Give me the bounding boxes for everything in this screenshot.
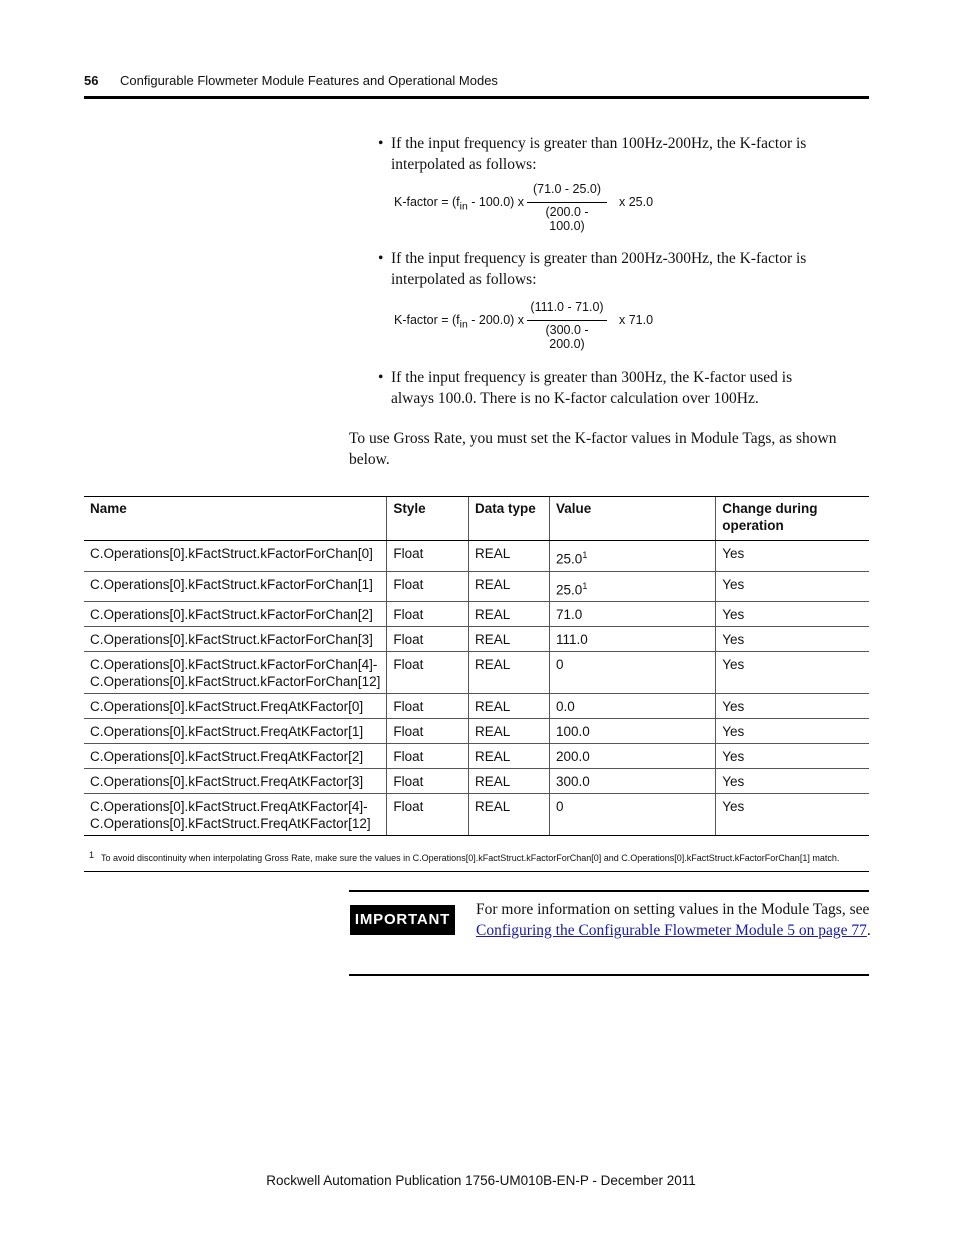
table-row <box>84 769 869 794</box>
bullet-dot: • <box>378 135 384 152</box>
cell-value: 111.0 <box>550 627 716 652</box>
cell-data-type: REAL <box>469 719 550 744</box>
cell-style: Float <box>387 769 469 794</box>
cell-change: Yes <box>716 769 869 794</box>
fraction-bar <box>527 202 607 203</box>
cell-style: Float <box>387 652 469 694</box>
formula-rhs: x 25.0 <box>619 195 654 209</box>
formula-numerator: (111.0 - 71.0) <box>530 300 604 314</box>
cell-name: C.Operations[0].kFactStruct.FreqAtKFactor[4]- C.Operations[0].kFactStruct.FreqAtKFactor[12] <box>84 794 387 836</box>
bullet-text: If the input frequency is greater than 100Hz-200Hz, the K-factor is interpolated as follows: <box>391 135 807 173</box>
important-top-rule <box>349 890 869 892</box>
important-badge: IMPORTANT <box>350 905 455 935</box>
footnote-ref: 1 <box>582 580 588 591</box>
header-rule <box>84 96 869 99</box>
table-header-row <box>84 497 869 541</box>
cell-name: C.Operations[0].kFactStruct.FreqAtKFactor[2] <box>84 744 387 769</box>
footnote-ref: 1 <box>582 550 588 560</box>
cell-data-type: REAL <box>469 541 550 572</box>
publication-footer: Rockwell Automation Publication 1756-UM010B-EN-P - December 2011 <box>266 1173 696 1188</box>
table-row <box>84 541 869 572</box>
cell-value: 100.0 <box>550 719 716 744</box>
cell-data-type: REAL <box>469 744 550 769</box>
table-row <box>84 719 869 744</box>
cell-data-type: REAL <box>469 652 550 694</box>
cell-value: 300.0 <box>550 769 716 794</box>
bullet-text: If the input frequency is greater than 200Hz-300Hz, the K-factor is interpolated as follows: <box>391 250 807 288</box>
cell-value: 25.0$^1$ <box>550 541 716 572</box>
cell-name: C.Operations[0].kFactStruct.kFactorForChan[3] <box>84 627 387 652</box>
cell-value: 71.0 <box>550 602 716 627</box>
cell-name: C.Operations[0].kFactStruct.kFactorForChan[4]- C.Operations[0].kFactStruct.kFactorForChan[12] <box>84 652 387 694</box>
fraction-bar <box>527 320 607 321</box>
header-data-type: Data type <box>469 497 550 541</box>
cell-name: C.Operations[0].kFactStruct.FreqAtKFactor[0] <box>84 694 387 719</box>
cell-value: 0.0 <box>550 694 716 719</box>
intro-paragraph: To use Gross Rate, you must set the K-factor values in Module Tags, as shown below. <box>349 430 837 468</box>
cell-data-type: REAL <box>469 602 550 627</box>
important-bottom-rule <box>349 974 869 976</box>
cell-change: Yes <box>716 744 869 769</box>
cell-change: Yes <box>716 794 869 836</box>
cell-change: Yes <box>716 694 869 719</box>
important-text: For more information on setting values in the Module Tags, see Configuring the Configurable Flowmeter Module 5 on page 77. <box>476 901 871 939</box>
cell-value: 25.0$^1$ <box>550 571 716 602</box>
formula-denominator: (200.0 - 100.0) <box>545 205 589 233</box>
header-name: Name <box>84 497 387 541</box>
formula-numerator: (71.0 - 25.0) <box>532 182 602 196</box>
bullet-text: If the input frequency is greater than 300Hz, the K-factor used is always 100.0. There is no K-factor calculation over 100Hz. <box>391 369 793 407</box>
table-row <box>84 744 869 769</box>
footnote-rule <box>84 871 869 872</box>
header-change-during-operation: Change during operation <box>716 497 869 541</box>
cross-reference-link[interactable]: Configuring the Configurable Flowmeter Module 5 on page 77 <box>476 921 867 939</box>
cell-style: Float <box>387 794 469 836</box>
module-tags-table <box>84 496 869 836</box>
cell-name: C.Operations[0].kFactStruct.FreqAtKFactor[1] <box>84 719 387 744</box>
cell-data-type: REAL <box>469 794 550 836</box>
cell-value: 200.0 <box>550 744 716 769</box>
cell-value: 0 <box>550 794 716 836</box>
cell-name: C.Operations[0].kFactStruct.kFactorForChan[2] <box>84 602 387 627</box>
cell-style: Float <box>387 694 469 719</box>
cell-data-type: REAL <box>469 571 550 602</box>
cell-name: C.Operations[0].kFactStruct.FreqAtKFactor[3] <box>84 769 387 794</box>
cell-data-type: REAL <box>469 627 550 652</box>
cell-data-type: REAL <box>469 769 550 794</box>
cell-style: Float <box>387 602 469 627</box>
header-value: Value <box>550 497 716 541</box>
page-number: 56 <box>84 73 99 88</box>
cell-style: Float <box>387 571 469 602</box>
footnote-mark: 1 <box>89 850 95 860</box>
table-row <box>84 794 869 836</box>
cell-change: Yes <box>716 571 869 602</box>
cell-name: C.Operations[0].kFactStruct.kFactorForChan[0] <box>84 541 387 572</box>
bullet-dot: • <box>378 250 384 267</box>
formula-lhs: K-factor = $(f_{in} - 100.0)$ x <box>394 195 525 213</box>
bullet-dot: • <box>378 369 384 386</box>
table-row <box>84 571 869 602</box>
section-title: Configurable Flowmeter Module Features and Operational Modes <box>120 73 498 88</box>
cell-style: Float <box>387 719 469 744</box>
footnote-text: To avoid discontinuity when interpolating Gross Rate, make sure the values in C.Operations[0].kFactStruct.kFactorForChan[0] and C.Operations[0].kFactStruct.kFactorForChan[1] match. <box>101 853 840 863</box>
table-row <box>84 602 869 627</box>
formula-denominator: (300.0 - 200.0) <box>545 323 589 351</box>
cell-change: Yes <box>716 719 869 744</box>
cell-data-type: REAL <box>469 694 550 719</box>
cell-value: 0 <box>550 652 716 694</box>
cell-change: Yes <box>716 627 869 652</box>
cell-style: Float <box>387 744 469 769</box>
table-row <box>84 652 869 694</box>
cell-change: Yes <box>716 541 869 572</box>
table-row <box>84 627 869 652</box>
cell-style: Float <box>387 541 469 572</box>
cell-change: Yes <box>716 652 869 694</box>
table-row <box>84 694 869 719</box>
header-style: Style <box>387 497 469 541</box>
cell-style: Float <box>387 627 469 652</box>
formula-rhs: x 71.0 <box>619 313 654 327</box>
cell-change: Yes <box>716 602 869 627</box>
formula-lhs: K-factor = $(f_{in} - 200.0)$ x <box>394 313 525 331</box>
cell-name: C.Operations[0].kFactStruct.kFactorForChan[1] <box>84 571 387 602</box>
